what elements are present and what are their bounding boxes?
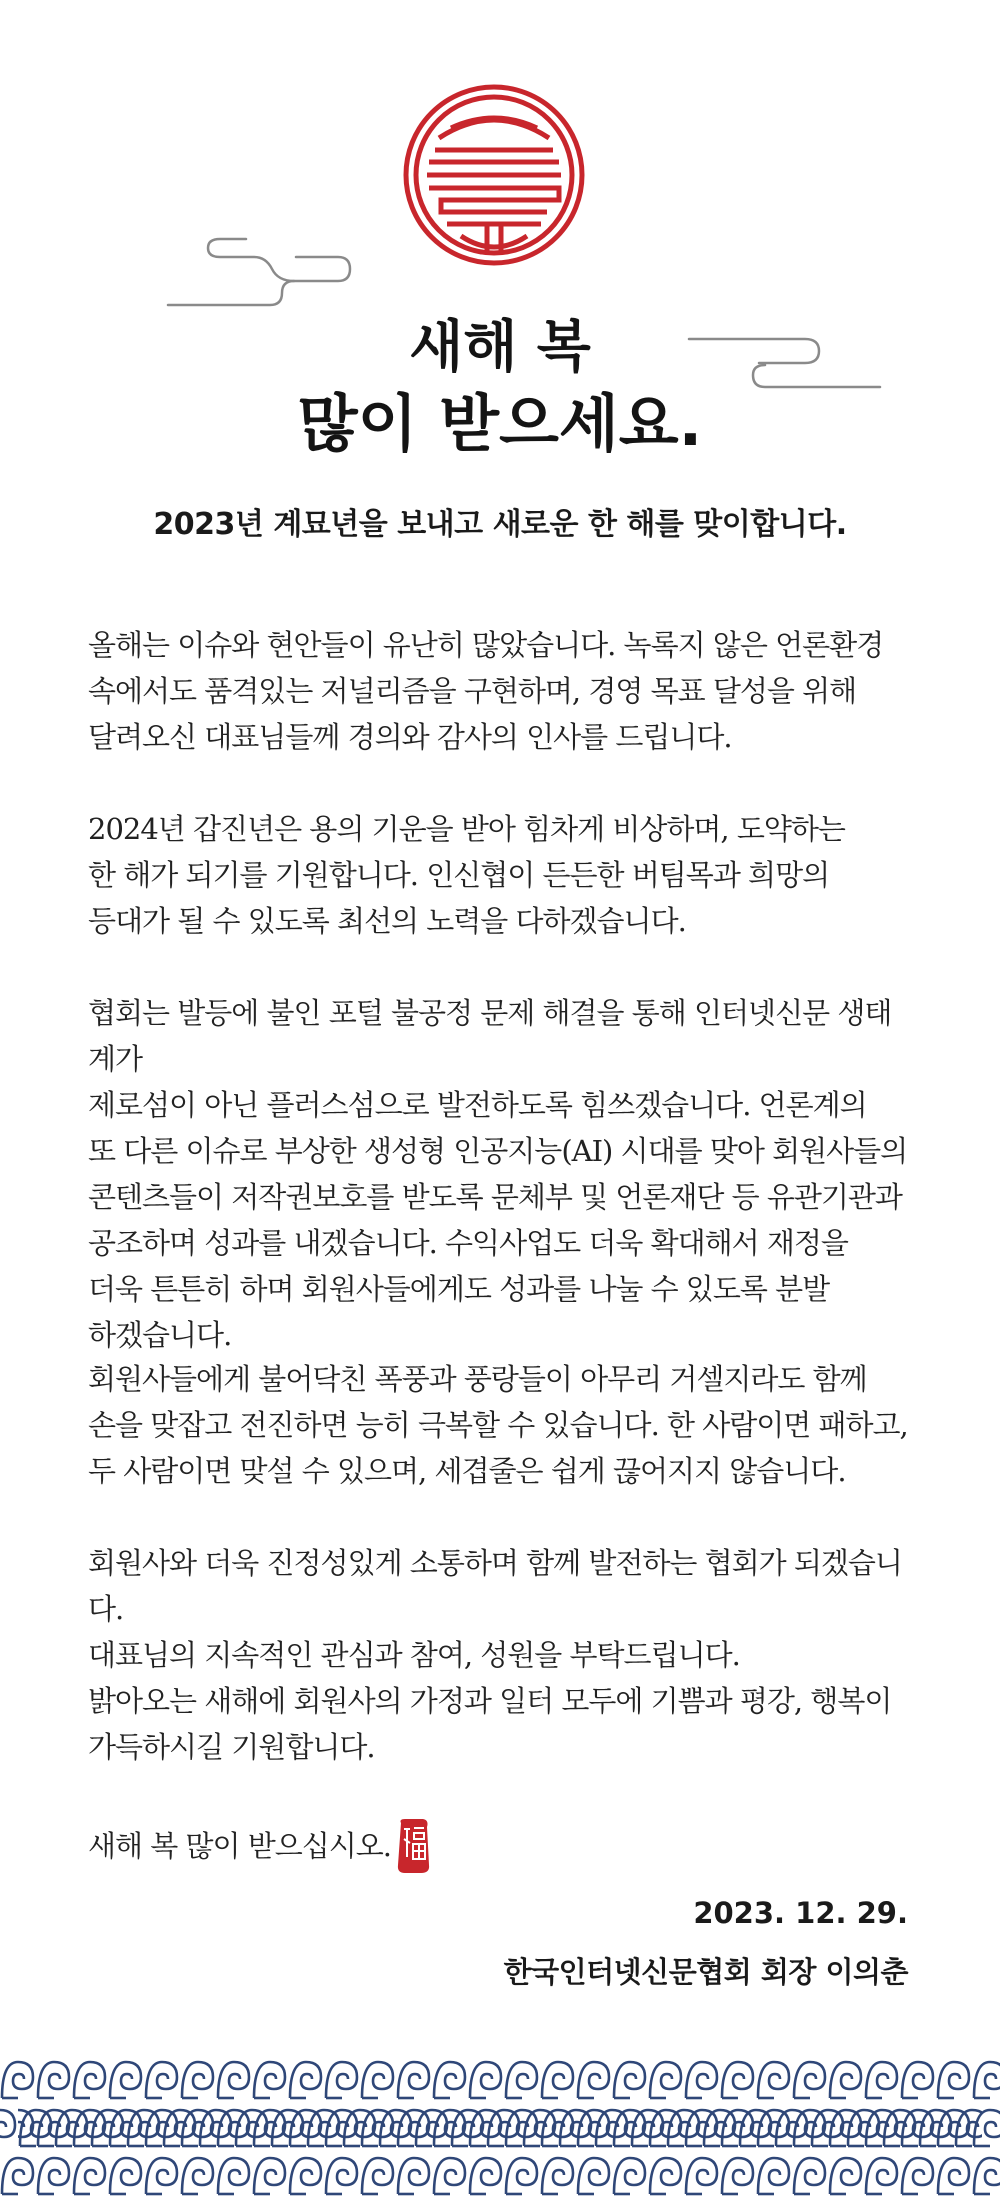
letter-date: 2023. 12. 29. [693,1896,908,1930]
wave-pattern-icon [0,2052,1000,2200]
letter-paragraph: 2024년 갑진년은 용의 기운을 받아 힘차게 비상하며, 도약하는 한 해가 되기를 기원합니다. 인신협이 든든한 버팀목과 희망의 등대가 될 수 있도록 최선의 노력을 다하겠습니다. [88,812,845,938]
letter-paragraph: 올해는 이슈와 현안들이 유난히 많았습니다. 녹록지 않은 언론환경 속에서도 품격있는 저널리즘을 구현하며, 경영 목표 달성을 위해 달려오신 대표님들께 경의와 감사의 인사를 드립니다. [88,628,884,754]
cloud-swirl-icon [160,220,360,320]
bok-seal-stamp-icon [395,1817,431,1875]
greeting-title-line2: 많이 받으세요. [297,387,703,460]
closing-text: 새해 복 많이 받으십시오. [88,1829,392,1863]
greeting-title-line1: 새해 복 [409,315,591,380]
letter-signature: 한국인터넷신문협회 회장 이의춘 [503,1955,908,1989]
lucky-knot-emblem-icon [401,82,587,268]
letter-paragraph: 협회는 발등에 불인 포털 불공정 문제 해결을 통해 인터넷신문 생태계가 제로섬이 아닌 플러스섬으로 발전하도록 힘쓰겠습니다. 언론계의 또 다른 이슈로 부상한 생성형 인공지능(AI) 시대를 맞아 회원사들의 콘텐츠들이 저작권보호를 받도록 문체부 및 언론재단 등 유관기관과 공조하며 성과를 내겠습니다. 수익사업도 더욱 확대해서 재정을 더욱 튼튼히 하며 회원사들에게도 성과를 나눌 수 있도록 분발 하겠습니다. [88,996,908,1352]
letter-paragraph: 회원사들에게 불어닥친 폭풍과 풍랑들이 아무리 거셀지라도 함께 손을 맞잡고 전진하면 능히 극복할 수 있습니다. 한 사람이면 패하고, 두 사람이면 맞설 수 있으며, 세겹줄은 쉽게 끊어지지 않습니다. [88,1362,908,1488]
greeting-subtitle: 2023년 계묘년을 보내고 새로운 한 해를 맞이합니다. [153,507,847,542]
letter-paragraph: 회원사와 더욱 진정성있게 소통하며 함께 발전하는 협회가 되겠습니다. 대표님의 지속적인 관심과 참여, 성원을 부탁드립니다. [88,1546,902,1672]
letter-closing [88,1817,431,1875]
letter-paragraph: 밝아오는 새해에 회원사의 가정과 일터 모두에 기쁨과 평강, 행복이 가득하시길 기원합니다. [88,1684,892,1764]
